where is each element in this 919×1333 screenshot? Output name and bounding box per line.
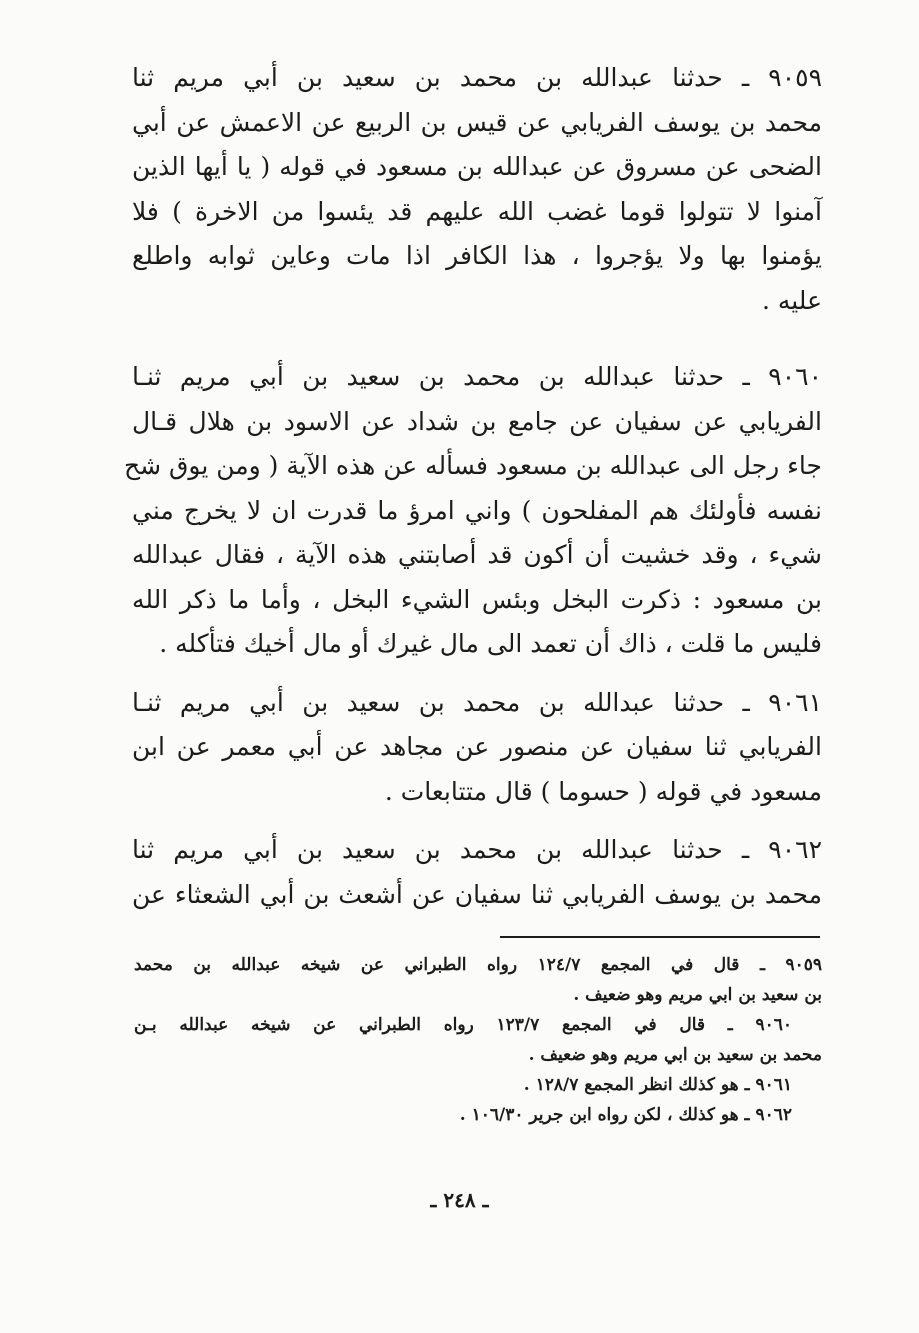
text-line: محمد بن يوسف الفريابي عن قيس بن الربيع عن الاعمش عن أبي	[132, 107, 822, 137]
footnote-line: محمد بن سعيد بن ابي مريم وهو ضعيف .	[528, 1045, 822, 1065]
text-line: نفسه فأولئك هم المفلحون ) واني امرؤ ما قدرت ان لا يخرج مني	[132, 495, 822, 525]
text-line: ٩٠٥٩ ـ حدثنا عبدالله بن محمد بن سعيد بن أبي مريم ثنا	[132, 63, 822, 92]
text-line: مسعود في قوله ( حسوما ) قال متتابعات .	[384, 776, 822, 806]
page-number: ـ ٢٤٨ ـ	[430, 1188, 489, 1212]
text-line: عليه .	[761, 285, 822, 315]
footnote-line: ٩٠٦١ ـ هو كذلك انظر المجمع ١٢٨/٧ .	[523, 1075, 792, 1095]
text-line: ٩٠٦١ ـ حدثنا عبدالله بن محمد بن سعيد بن أبي مريم ثنـا	[132, 687, 822, 717]
footnotes	[134, 950, 822, 1130]
text-line: يؤمنوا بها ولا يؤجروا ، هذا الكافر اذا مات وعاين ثوابه واطلع	[132, 241, 822, 270]
footnote-line: ٩٠٦٠ ـ قال في المجمع ١٢٣/٧ رواه الطبراني عن شيخه عبدالله بـن	[134, 1015, 792, 1035]
text-line: جاء رجل الى عبدالله بن مسعود فسأله عن هذه الآية ( ومن يوق شح	[123, 451, 822, 480]
main-text	[123, 56, 822, 917]
text-line: الفريابي عن سفيان عن جامع بن شداد عن الاسود بن هلال قـال	[132, 406, 822, 436]
hadith-entry	[132, 56, 822, 323]
hadith-entry	[132, 681, 822, 815]
hadith-entry	[132, 828, 822, 917]
text-line: آمنوا لا تتولوا قوما غضب الله عليهم قد يئسوا من الاخرة ) فلا	[132, 196, 822, 226]
text-line: الضحى عن مسروق عن عبدالله بن مسعود في قوله ( يا أيها الذين	[132, 152, 822, 181]
text-line: شيء ، وقد خشيت أن أكون قد أصابتني هذه الآية ، فقال عبدالله	[132, 540, 822, 569]
text-line: فليس ما قلت ، ذاك أن تعمد الى مال غيرك أو مال أخيك فتأكله .	[159, 629, 822, 658]
hadith-entry	[123, 355, 822, 667]
text-line: محمد بن يوسف الفريابي ثنا سفيان عن أشعث بن أبي الشعثاء عن	[132, 879, 822, 909]
text-line: ٩٠٦٢ ـ حدثنا عبدالله بن محمد بن سعيد بن أبي مريم ثنا	[132, 835, 822, 864]
text-line: بن مسعود : ذكرت البخل وبئس الشيء البخل ، وأما ما ذكر الله	[132, 584, 822, 614]
footnote-line: بن سعيد بن ابي مريم وهو ضعيف .	[573, 985, 822, 1005]
footnote-divider	[500, 936, 820, 938]
footnote-line: ٩٠٦٢ ـ هو كذلك ، لكن رواه ابن جرير ١٠٦/٣٠ .	[459, 1105, 792, 1125]
text-line: ٩٠٦٠ ـ حدثنا عبدالله بن محمد بن سعيد بن أبي مريم ثنـا	[132, 362, 822, 391]
footnote-line: ٩٠٥٩ ـ قال في المجمع ١٢٤/٧ رواه الطبراني عن شيخه عبدالله بن محمد	[134, 955, 822, 975]
text-line: الفريابي ثنا سفيان عن منصور عن مجاهد عن أبي معمر عن ابن	[132, 732, 822, 761]
